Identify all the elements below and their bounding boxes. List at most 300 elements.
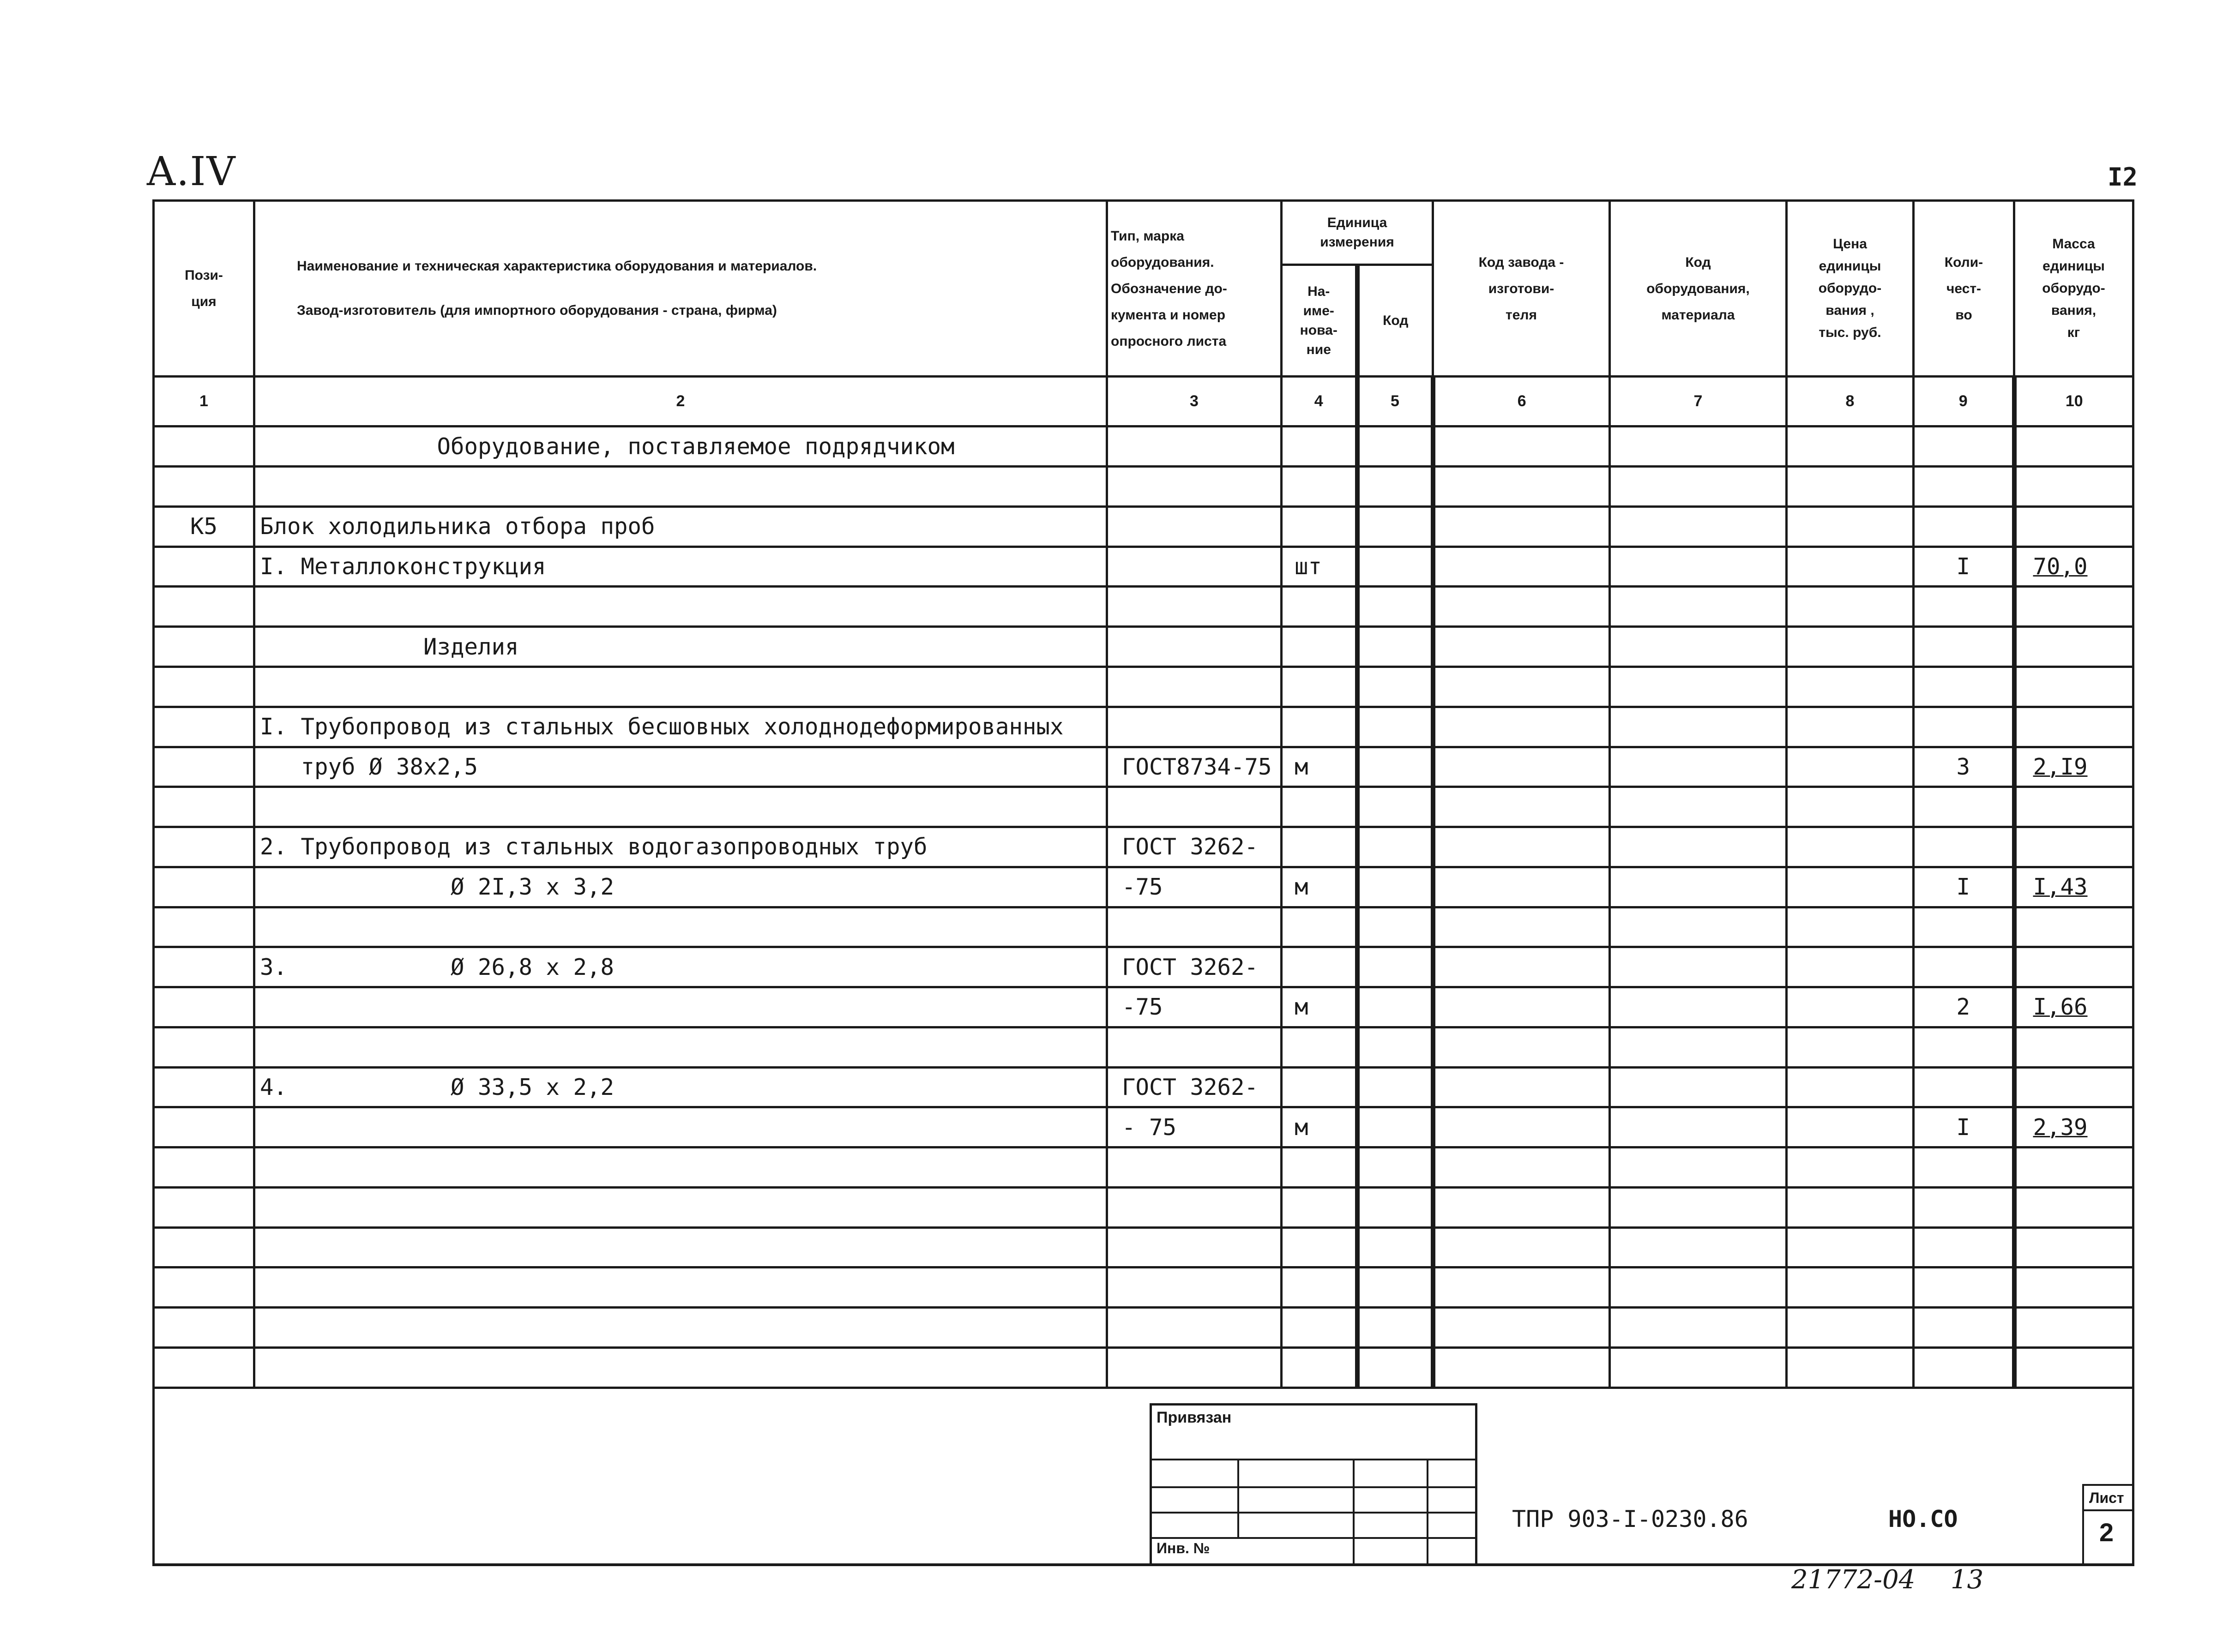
- cell-unit-name: [1282, 627, 1357, 667]
- cell-unit-name: [1282, 707, 1357, 747]
- cell-equipment-code: [1610, 1347, 1787, 1388]
- sheet-number: 2: [2099, 1518, 2114, 1547]
- cell-unit-name: [1282, 1147, 1357, 1188]
- cell-position: [154, 867, 254, 907]
- cell-unit-code: [1357, 1227, 1433, 1268]
- table-row: [154, 1227, 2133, 1268]
- cell-unit-code: [1357, 467, 1433, 507]
- cell-mass: [2014, 1067, 2133, 1107]
- cell-quantity: [1914, 467, 2014, 507]
- cell-equipment-code: [1610, 707, 1787, 747]
- cell-unit-code: [1357, 506, 1433, 547]
- cell-plant-code: [1433, 827, 1610, 867]
- table-row: [154, 667, 2133, 707]
- cell-document: [1107, 1027, 1282, 1067]
- header-price: Цена единицы оборудо- вания , тыс. руб.: [1787, 201, 1914, 377]
- cell-unit-code: [1357, 427, 1433, 467]
- cell-document: ГОСТ 3262-: [1107, 827, 1282, 867]
- cell-equipment-code: [1610, 1268, 1787, 1308]
- cell-position: [154, 1268, 254, 1308]
- cell-mass: [2014, 827, 2133, 867]
- cell-quantity: [1914, 1347, 2014, 1388]
- cell-unit-code: [1357, 867, 1433, 907]
- cell-price: [1787, 1147, 1914, 1188]
- cell-mass: [2014, 1147, 2133, 1188]
- cell-document: ГОСТ 3262-: [1107, 1067, 1282, 1107]
- cell-position: [154, 1308, 254, 1348]
- cell-price: [1787, 1347, 1914, 1388]
- table-row: [154, 1187, 2133, 1227]
- col-num-10: 10: [2014, 377, 2133, 427]
- cell-mass: [2014, 427, 2133, 467]
- cell-position: [154, 627, 254, 667]
- cell-equipment-code: [1610, 1308, 1787, 1348]
- cell-unit-code: [1357, 1268, 1433, 1308]
- header-row: [154, 201, 2133, 265]
- cell-unit-name: шт: [1282, 547, 1357, 587]
- cell-unit-name: [1282, 947, 1357, 987]
- table-row: [154, 1347, 2133, 1388]
- cell-unit-name: [1282, 427, 1357, 467]
- cell-price: [1787, 787, 1914, 827]
- cell-quantity: [1914, 787, 2014, 827]
- cell-quantity: [1914, 1067, 2014, 1107]
- sheet-label: Лист: [2089, 1490, 2124, 1506]
- cell-unit-name: [1282, 1067, 1357, 1107]
- cell-plant-code: [1433, 1227, 1610, 1268]
- table-row: [154, 867, 2133, 907]
- cell-document: -75: [1107, 987, 1282, 1027]
- cell-mass: [2014, 707, 2133, 747]
- cell-price: [1787, 467, 1914, 507]
- cell-price: [1787, 427, 1914, 467]
- cell-position: [154, 1227, 254, 1268]
- tb-line: [1150, 1403, 1477, 1406]
- cell-price: [1787, 987, 1914, 1027]
- cell-position: [154, 907, 254, 947]
- cell-unit-name: [1282, 506, 1357, 547]
- table-row: [154, 547, 2133, 587]
- cell-plant-code: [1433, 1187, 1610, 1227]
- cell-name: [254, 1308, 1107, 1348]
- cell-name: [254, 787, 1107, 827]
- document-suffix: НО.СО: [1888, 1506, 1958, 1532]
- cell-price: [1787, 547, 1914, 587]
- table-row: [154, 907, 2133, 947]
- cell-unit-name: [1282, 667, 1357, 707]
- cell-position: [154, 1107, 254, 1147]
- cell-position: [154, 947, 254, 987]
- cell-quantity: [1914, 1187, 2014, 1227]
- cell-position: [154, 1147, 254, 1188]
- table-row: [154, 467, 2133, 507]
- header-equipment-code: Код оборудования, материала: [1610, 201, 1787, 377]
- cell-quantity: [1914, 627, 2014, 667]
- cell-name: I. Металлоконструкция: [254, 547, 1107, 587]
- cell-unit-name: м: [1282, 1107, 1357, 1147]
- col-num-1: 1: [154, 377, 254, 427]
- cell-document: [1107, 1147, 1282, 1188]
- table-row: [154, 707, 2133, 747]
- cell-price: [1787, 627, 1914, 667]
- cell-name: [254, 1227, 1107, 1268]
- cell-document: [1107, 1227, 1282, 1268]
- cell-position: [154, 587, 254, 627]
- cell-quantity: 3: [1914, 747, 2014, 787]
- cell-mass: 2,I9: [2014, 747, 2133, 787]
- cell-plant-code: [1433, 1107, 1610, 1147]
- cell-plant-code: [1433, 787, 1610, 827]
- archive-stamp-code: 21772-04: [1791, 1565, 1916, 1595]
- cell-position: [154, 827, 254, 867]
- document-code: ТПР 903-I-0230.86: [1512, 1506, 1748, 1532]
- cell-unit-code: [1357, 587, 1433, 627]
- col-num-2: 2: [254, 377, 1107, 427]
- cell-document: -75: [1107, 867, 1282, 907]
- cell-equipment-code: [1610, 1147, 1787, 1188]
- cell-unit-name: м: [1282, 987, 1357, 1027]
- cell-position: [154, 987, 254, 1027]
- cell-position: [154, 747, 254, 787]
- cell-name: [254, 1268, 1107, 1308]
- table-row: [154, 1027, 2133, 1067]
- cell-name: [254, 1147, 1107, 1188]
- cell-price: [1787, 947, 1914, 987]
- cell-position: [154, 1067, 254, 1107]
- cell-name: [254, 467, 1107, 507]
- cell-plant-code: [1433, 1067, 1610, 1107]
- col-num-7: 7: [1610, 377, 1787, 427]
- cell-price: [1787, 1067, 1914, 1107]
- cell-equipment-code: [1610, 947, 1787, 987]
- cell-unit-code: [1357, 1027, 1433, 1067]
- cell-plant-code: [1433, 627, 1610, 667]
- cell-quantity: [1914, 907, 2014, 947]
- cell-price: [1787, 1268, 1914, 1308]
- table-row: [154, 987, 2133, 1027]
- table-row: [154, 1268, 2133, 1308]
- cell-equipment-code: [1610, 1187, 1787, 1227]
- table-row: [154, 1147, 2133, 1188]
- cell-plant-code: [1433, 1268, 1610, 1308]
- cell-plant-code: [1433, 867, 1610, 907]
- cell-unit-code: [1357, 787, 1433, 827]
- cell-unit-code: [1357, 707, 1433, 747]
- cell-equipment-code: [1610, 1027, 1787, 1067]
- cell-unit-code: [1357, 947, 1433, 987]
- table-row: [154, 827, 2133, 867]
- cell-unit-name: м: [1282, 747, 1357, 787]
- cell-name: [254, 907, 1107, 947]
- cell-unit-code: [1357, 1308, 1433, 1348]
- cell-price: [1787, 867, 1914, 907]
- cell-position: К5: [154, 506, 254, 547]
- cell-equipment-code: [1610, 547, 1787, 587]
- archive-stamp-page: 13: [1951, 1565, 1984, 1595]
- cell-position: [154, 787, 254, 827]
- cell-plant-code: [1433, 467, 1610, 507]
- cell-plant-code: [1433, 1147, 1610, 1188]
- tb-line: [2082, 1484, 2084, 1566]
- header-type: Тип, марка оборудования. Обозначение до- кумента и номер опросного листа: [1107, 201, 1282, 377]
- cell-unit-code: [1357, 1147, 1433, 1188]
- cell-unit-name: [1282, 787, 1357, 827]
- cell-price: [1787, 667, 1914, 707]
- cell-position: [154, 1347, 254, 1388]
- table-row: [154, 506, 2133, 547]
- cell-document: [1107, 1308, 1282, 1348]
- cell-plant-code: [1433, 987, 1610, 1027]
- cell-quantity: [1914, 1227, 2014, 1268]
- cell-quantity: [1914, 827, 2014, 867]
- cell-position: [154, 547, 254, 587]
- header-unit-name: На- име- нова- ние: [1282, 265, 1357, 377]
- cell-mass: I,43: [2014, 867, 2133, 907]
- header-position: Пози- ция: [154, 201, 254, 377]
- header-quantity: Коли- чест- во: [1914, 201, 2014, 377]
- table-row: [154, 787, 2133, 827]
- cell-mass: [2014, 1268, 2133, 1308]
- cell-document: - 75: [1107, 1107, 1282, 1147]
- cell-equipment-code: [1610, 987, 1787, 1027]
- cell-equipment-code: [1610, 747, 1787, 787]
- cell-unit-name: [1282, 467, 1357, 507]
- col-num-6: 6: [1433, 377, 1610, 427]
- cell-unit-name: [1282, 1227, 1357, 1268]
- cell-document: [1107, 587, 1282, 627]
- cell-name: [254, 667, 1107, 707]
- tb-line: [1475, 1403, 1477, 1566]
- cell-position: [154, 1187, 254, 1227]
- cell-mass: [2014, 467, 2133, 507]
- cell-plant-code: [1433, 947, 1610, 987]
- cell-mass: [2014, 667, 2133, 707]
- cell-quantity: [1914, 1027, 2014, 1067]
- cell-unit-name: [1282, 907, 1357, 947]
- col-num-5: 5: [1357, 377, 1433, 427]
- cell-unit-code: [1357, 987, 1433, 1027]
- column-number-row: [154, 377, 2133, 427]
- cell-unit-name: [1282, 1268, 1357, 1308]
- cell-name: Ø 2I,3 x 3,2: [254, 867, 1107, 907]
- cell-name: Изделия: [254, 627, 1107, 667]
- cell-unit-code: [1357, 627, 1433, 667]
- cell-position: [154, 467, 254, 507]
- cell-mass: [2014, 787, 2133, 827]
- cell-equipment-code: [1610, 1067, 1787, 1107]
- cell-price: [1787, 1027, 1914, 1067]
- cell-quantity: 2: [1914, 987, 2014, 1027]
- cell-quantity: [1914, 1268, 2014, 1308]
- cell-mass: 70,0: [2014, 547, 2133, 587]
- cell-equipment-code: [1610, 427, 1787, 467]
- cell-unit-code: [1357, 907, 1433, 947]
- cell-name: [254, 987, 1107, 1027]
- cell-unit-name: [1282, 1187, 1357, 1227]
- cell-plant-code: [1433, 1308, 1610, 1348]
- cell-unit-name: [1282, 1027, 1357, 1067]
- cell-equipment-code: [1610, 827, 1787, 867]
- cell-unit-name: [1282, 1308, 1357, 1348]
- cell-position: [154, 667, 254, 707]
- table-row: [154, 427, 2133, 467]
- cell-quantity: [1914, 707, 2014, 747]
- cell-mass: I,66: [2014, 987, 2133, 1027]
- cell-unit-code: [1357, 1187, 1433, 1227]
- cell-name: Оборудование, поставляемое подрядчиком: [254, 427, 1107, 467]
- cell-document: [1107, 907, 1282, 947]
- cell-name: I. Трубопровод из стальных бесшовных холоднодеформированных: [254, 707, 1107, 747]
- cell-document: [1107, 787, 1282, 827]
- cell-unit-code: [1357, 1107, 1433, 1147]
- col-num-3: 3: [1107, 377, 1282, 427]
- cell-position: [154, 427, 254, 467]
- table-row: [154, 1308, 2133, 1348]
- cell-mass: [2014, 587, 2133, 627]
- cell-quantity: [1914, 667, 2014, 707]
- cell-plant-code: [1433, 1347, 1610, 1388]
- cell-equipment-code: [1610, 627, 1787, 667]
- cell-document: [1107, 1268, 1282, 1308]
- cell-price: [1787, 506, 1914, 547]
- cell-price: [1787, 907, 1914, 947]
- tb-line: [1427, 1459, 1428, 1566]
- tb-line: [1353, 1459, 1355, 1566]
- table-row: [154, 1107, 2133, 1147]
- cell-equipment-code: [1610, 787, 1787, 827]
- cell-plant-code: [1433, 907, 1610, 947]
- cell-quantity: [1914, 427, 2014, 467]
- cell-plant-code: [1433, 667, 1610, 707]
- cell-document: [1107, 627, 1282, 667]
- table-row: [154, 627, 2133, 667]
- cell-name: [254, 1107, 1107, 1147]
- cell-mass: 2,39: [2014, 1107, 2133, 1147]
- tb-line: [1150, 1403, 1152, 1566]
- cell-plant-code: [1433, 747, 1610, 787]
- cell-unit-code: [1357, 747, 1433, 787]
- cell-plant-code: [1433, 506, 1610, 547]
- cell-mass: [2014, 947, 2133, 987]
- cell-quantity: I: [1914, 867, 2014, 907]
- cell-price: [1787, 1107, 1914, 1147]
- title-block-row: [154, 1388, 2133, 1565]
- cell-plant-code: [1433, 587, 1610, 627]
- table-row: [154, 1067, 2133, 1107]
- header-plant-code: Код завода - изготови- теля: [1433, 201, 1610, 377]
- cell-quantity: [1914, 506, 2014, 547]
- tb-line: [2082, 1509, 2132, 1511]
- cell-quantity: I: [1914, 1107, 2014, 1147]
- specification-table: [152, 199, 2134, 1566]
- cell-price: [1787, 707, 1914, 747]
- cell-unit-code: [1357, 547, 1433, 587]
- table-row: [154, 587, 2133, 627]
- inventory-label: Инв. №: [1157, 1540, 1210, 1556]
- cell-equipment-code: [1610, 667, 1787, 707]
- title-block-area: [154, 1388, 2133, 1565]
- cell-name: 3. Ø 26,8 x 2,8: [254, 947, 1107, 987]
- cell-unit-name: [1282, 587, 1357, 627]
- cell-equipment-code: [1610, 506, 1787, 547]
- cell-unit-code: [1357, 1067, 1433, 1107]
- page-number: I2: [2107, 162, 2138, 192]
- header-name: Наименование и техническая характеристика оборудования и материалов. Завод-изготовитель (для импортного оборудования - страна, фирма): [254, 201, 1107, 377]
- cell-name: [254, 1027, 1107, 1067]
- cell-mass: [2014, 1347, 2133, 1388]
- cell-quantity: I: [1914, 547, 2014, 587]
- col-num-4: 4: [1282, 377, 1357, 427]
- cell-quantity: [1914, 587, 2014, 627]
- col-num-8: 8: [1787, 377, 1914, 427]
- cell-unit-code: [1357, 667, 1433, 707]
- cell-quantity: [1914, 1308, 2014, 1348]
- cell-position: [154, 1027, 254, 1067]
- header-unit-code: Код: [1357, 265, 1433, 377]
- cell-name: труб Ø 38x2,5: [254, 747, 1107, 787]
- cell-name: 4. Ø 33,5 x 2,2: [254, 1067, 1107, 1107]
- bound-label: Привязан: [1157, 1409, 1232, 1426]
- table-row: [154, 947, 2133, 987]
- header-unit-group: Единица измерения: [1282, 201, 1433, 265]
- cell-position: [154, 707, 254, 747]
- cell-document: [1107, 467, 1282, 507]
- cell-plant-code: [1433, 1027, 1610, 1067]
- cell-mass: [2014, 1027, 2133, 1067]
- col-num-9: 9: [1914, 377, 2014, 427]
- cell-name: 2. Трубопровод из стальных водогазопроводных труб: [254, 827, 1107, 867]
- cell-equipment-code: [1610, 867, 1787, 907]
- table-row: [154, 747, 2133, 787]
- tb-line: [2082, 1484, 2132, 1486]
- cell-unit-name: [1282, 827, 1357, 867]
- cell-equipment-code: [1610, 1227, 1787, 1268]
- cell-mass: [2014, 627, 2133, 667]
- cell-price: [1787, 1227, 1914, 1268]
- cell-document: ГОСТ8734-75: [1107, 747, 1282, 787]
- cell-document: [1107, 547, 1282, 587]
- cell-document: [1107, 1347, 1282, 1388]
- sheet-mark: A.IV: [147, 149, 236, 195]
- cell-name: [254, 587, 1107, 627]
- cell-mass: [2014, 907, 2133, 947]
- cell-unit-name: м: [1282, 867, 1357, 907]
- cell-equipment-code: [1610, 467, 1787, 507]
- cell-name: Блок холодильника отбора проб: [254, 506, 1107, 547]
- cell-unit-code: [1357, 1347, 1433, 1388]
- cell-name: [254, 1187, 1107, 1227]
- tb-line: [1237, 1459, 1239, 1537]
- cell-price: [1787, 827, 1914, 867]
- cell-plant-code: [1433, 707, 1610, 747]
- cell-price: [1787, 1308, 1914, 1348]
- cell-mass: [2014, 1227, 2133, 1268]
- cell-unit-code: [1357, 827, 1433, 867]
- cell-quantity: [1914, 947, 2014, 987]
- cell-document: [1107, 427, 1282, 467]
- cell-unit-name: [1282, 1347, 1357, 1388]
- header-mass: Масса единицы оборудо- вания, кг: [2014, 201, 2133, 377]
- cell-price: [1787, 1187, 1914, 1227]
- cell-mass: [2014, 1308, 2133, 1348]
- cell-plant-code: [1433, 547, 1610, 587]
- cell-equipment-code: [1610, 587, 1787, 627]
- cell-equipment-code: [1610, 1107, 1787, 1147]
- cell-price: [1787, 587, 1914, 627]
- cell-document: ГОСТ 3262-: [1107, 947, 1282, 987]
- cell-mass: [2014, 506, 2133, 547]
- cell-name: [254, 1347, 1107, 1388]
